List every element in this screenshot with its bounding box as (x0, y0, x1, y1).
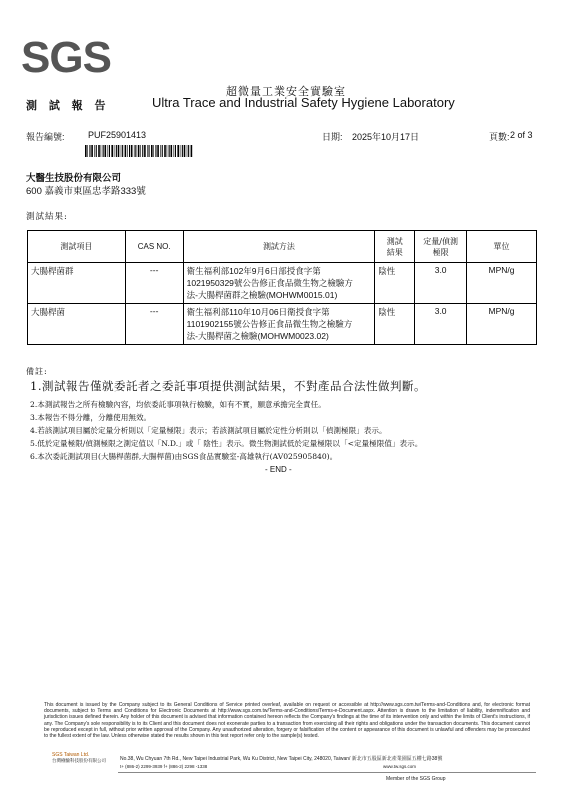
lab-name-en: Ultra Trace and Industrial Safety Hygiene Laboratory (152, 95, 455, 110)
note-item: 1.測試報告僅就委託者之委託事項提供測試結果，不對產品合法性做判斷。 (30, 379, 426, 393)
cell-unit: MPN/g (467, 304, 537, 345)
note-item: 5.低於定量極限/偵測極限之測定值以「N.D.」或「 陰性」表示。微生物測試低於定量極限以「<定量極限值」表示。 (30, 439, 423, 448)
footer-address: No.38, Wu Chyuan 7th Rd., New Taipei Industrial Park, Wu Ku District, New Taipei City, 248020, Taiwan/ 新北市五股區新北產業園區五權七路38號 (120, 756, 443, 762)
footer-website[interactable]: www.tw.sgs.com (383, 764, 417, 769)
client-address: 600 嘉義市東區忠孝路333號 (26, 186, 146, 197)
results-label: 測試結果: (26, 212, 68, 222)
footer-phone: t+ (886-2) 2299-3939 f+ (886-2) 2298 -1338 (120, 764, 208, 769)
note-item: 3.本報告不得分離，分離使用無效。 (30, 413, 152, 422)
end-marker: - END - (265, 465, 292, 474)
report-number: PUF25901413 (88, 130, 147, 140)
cell-unit: MPN/g (467, 263, 537, 304)
cell-result: 陰性 (375, 304, 415, 345)
col-test-result: 測試 結果 (375, 231, 415, 263)
note-item: 4.若該測試項目屬於定量分析則以「定量極限」表示；若該測試項目屬於定性分析則以「偵測極限」表示。 (30, 426, 387, 435)
method-line: 衛生福利部110年10月06日衛授食字第 (186, 307, 330, 317)
report-number-label: 報告編號: (26, 132, 65, 142)
col-unit: 單位 (467, 231, 537, 263)
cell-item: 大腸桿菌 (28, 304, 126, 345)
footer-divider (118, 772, 536, 773)
footer-company-en: SGS Taiwan Ltd. (52, 752, 90, 758)
date-value: 2025年10月17日 (352, 132, 420, 142)
svg-text:SGS: SGS (21, 33, 111, 80)
table-row (28, 263, 537, 304)
method-line: 法-大腸桿菌群之檢驗(MOHWM0015.01) (186, 290, 338, 300)
barcode (85, 145, 195, 157)
col-test-method: 測試方法 (183, 231, 375, 263)
cell-method (183, 304, 375, 345)
method-line: 衛生福利部102年9月6日部授食字第 (186, 266, 321, 276)
cell-method (183, 263, 375, 304)
client-company: 大醫生技股份有限公司 (26, 173, 122, 184)
cell-item: 大腸桿菌群 (28, 263, 126, 304)
page-label: 頁數: (489, 132, 510, 142)
col-cas-no: CAS NO. (125, 231, 183, 263)
lab-name-cn: 超微量工業安全實驗室 (226, 85, 346, 98)
cell-cas: --- (125, 263, 183, 304)
note-item: 6.本次委託測試項目(大腸桿菌群,大腸桿菌)由SGS食品實驗室-高雄執行(AV025905840)。 (30, 452, 338, 461)
footer-company-cn: 台灣檢驗科技股份有限公司 (52, 758, 106, 763)
method-line: 1021950329號公告修正食品微生物之檢驗方 (186, 278, 353, 288)
table-row (28, 304, 537, 345)
date-label: 日期: (322, 132, 343, 142)
report-title-cn: 測 試 報 告 (26, 99, 110, 112)
method-line: 法-大腸桿菌之檢驗(MOHWM0023.02) (186, 331, 329, 341)
disclaimer-text: This document is issued by the Company subject to its General Conditions of Service printed overleaf, available on request or accessible at http://www.sgs.com.tw/Terms-and-Conditions and, for electronic format documents, subject to Terms and Conditions for Electronic Documents at http://www.sgs.com.tw/Terms-and-Conditions/Terms-e-Document.aspx. Attention is drawn to the limitation of liability, indemnification and jurisdiction issues defined therein. Any holder of this document is advised that information contained hereon reflects the Company's findings at the time of its intervention only and within the limits of Client's instructions, if any. The Company's sole responsibility is to its Client and this document does not exonerate parties to a transaction from exercising all their rights and obligations under the transaction documents. This document cannot be reproduced except in full, without prior written approval of the Company. Any unauthorized alteration, forgery or falsification of the content or appearance of this document is unlawful and offenders may be prosecuted to the fullest extent of the law. Unless otherwise stated the results shown in this test report refer only to the sample(s) tested. (44, 702, 530, 740)
footer-member: Member of the SGS Group (386, 776, 446, 782)
sgs-logo (14, 32, 119, 80)
cell-limit: 3.0 (415, 263, 467, 304)
table-header-row (28, 231, 537, 263)
cell-limit: 3.0 (415, 304, 467, 345)
col-test-item: 測試項目 (28, 231, 126, 263)
page-value: 2 of 3 (510, 130, 533, 140)
results-table (27, 230, 537, 345)
cell-cas: --- (125, 304, 183, 345)
note-item: 2.本測試報告之所有檢驗內容，均依委託事項執行檢驗，如有不實，願意承擔完全責任。 (30, 400, 326, 409)
notes-title: 備註: (26, 367, 48, 376)
method-line: 1101902155號公告修正食品微生物之檢驗方 (186, 319, 353, 329)
col-limit: 定量/偵測 極限 (415, 231, 467, 263)
cell-result: 陰性 (375, 263, 415, 304)
